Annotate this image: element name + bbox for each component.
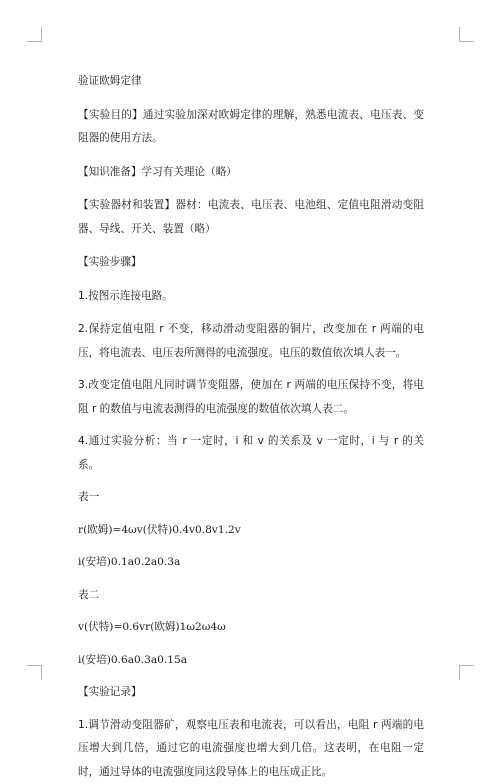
table-1-row-current: i(安培)0.1a0.2a0.3a xyxy=(78,551,424,575)
record-heading: 【实验记录】 xyxy=(78,681,424,705)
step-3: 3.改变定值电阻凡同时调节变阻器，使加在 r 两端的电压保持不变，将电阻 r 的数值与电流表测得的电流强度的数值依次填人表二。 xyxy=(78,374,424,421)
table-1-label: 表一 xyxy=(78,486,424,510)
knowledge-preparation: 【知识准备】学习有关理论（略） xyxy=(78,161,424,185)
step-1: 1.按图示连接电路。 xyxy=(78,285,424,309)
equipment-section: 【实验器材和装置】器材：电流表、电压表、电池组、定值电阻滑动变阻器、导线、开关、装置（略） xyxy=(78,194,424,241)
crop-mark-bottom-right xyxy=(459,665,474,680)
table-2-label: 表二 xyxy=(78,584,424,608)
crop-mark-bottom-left xyxy=(27,665,42,680)
step-2: 2.保持定值电阻 r 不变，移动滑动变阻器的铜片，改变加在 r 两端的电压，将电流表、电压表所测得的电流强度。电压的数值依次填人表一。 xyxy=(78,318,424,365)
table-1-row-voltage: r(欧姆)=4ωv(伏特)0.4v0.8v1.2v xyxy=(78,519,424,543)
crop-mark-top-right xyxy=(459,27,474,42)
table-2-row-resistance: v(伏特)=0.6vr(欧姆)1ω2ω4ω xyxy=(78,616,424,640)
experiment-purpose: 【实验目的】通过实验加深对欧姆定律的理解，熟悉电流表、电压表、变阻器的使用方法。 xyxy=(78,104,424,151)
document-body xyxy=(78,70,424,784)
table-2-row-current: i(安培)0.6a0.3a0.15a xyxy=(78,649,424,673)
document-title: 验证欧姆定律 xyxy=(78,70,424,94)
step-4: 4.通过实验分析：当 r 一定时，i 和 v 的关系及 v 一定时，i 与 r 的关系。 xyxy=(78,430,424,477)
steps-heading: 【实验步骤】 xyxy=(78,251,424,275)
crop-mark-top-left xyxy=(27,27,42,42)
record-1: 1.调节滑动变阻器矿，观察电压表和电流表，可以看出，电阻 r 两端的电压增大到几倍，通过它的电流强度也增大到几倍。这表明，在电阻一定时，通过导体的电流强度同这段导体上的电压成正比。 xyxy=(78,714,424,784)
